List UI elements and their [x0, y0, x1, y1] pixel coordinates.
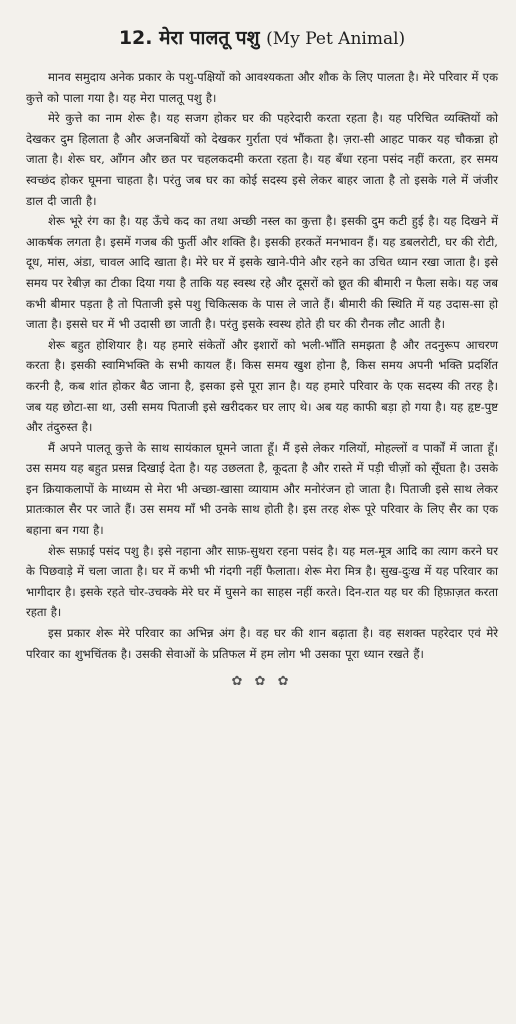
paragraph-1: मानव समुदाय अनेक प्रकार के पशु-पक्षियों को आवश्यकता और शौक के लिए पालता है। मेरे परिवार में एक कुत्ते को पाला गया है। यह मेरा पालतू पशु है।: [26, 70, 498, 105]
title-english: (My Pet Animal): [266, 29, 406, 49]
title-hindi: 12. मेरा पालतू पशु: [118, 27, 260, 49]
page-title: [26, 0, 498, 51]
footer-ornament: ✿ ✿ ✿: [231, 674, 293, 690]
paragraph-5: मैं अपने पालतू कुत्ते के साथ सायंकाल घूमने जाता हूँ। मैं इसे लेकर गलियों, मोहल्लों व पार्कों में जाता हूँ। उस समय यह बहुत प्रसन्न दिखाई देता है। यह उछलता है, कूदता है और रास्ते में पड़ी चीज़ों को सूँघता है। उसके इन क्रियाकलापों के माध्यम से मेरा भी अच्छा-खासा व्यायाम और मनोरंजन हो जाता है। पिताजी इसे साथ लेकर प्रातःकाल सैर पर जाते हैं। उस समय माँ भी उनके साथ होती है। इस तरह शेरू पूरे परिवार के लिए सैर का एक बहाना बन गया है।: [26, 440, 498, 538]
paragraph-6: शेरू सफ़ाई पसंद पशु है। इसे नहाना और साफ़-सुथरा रहना पसंद है। यह मल-मूत्र आदि का त्याग करने घर के पिछवाड़े में चला जाता है। घर में कभी भी गंदगी नहीं फैलाता। शेरू मेरा मित्र है। सुख-दुःख में यह परिवार का भागीदार है। इसके रहते चोर-उचक्के मेरे घर में घुसने का साहस नहीं करते। दिन-रात यह घर की हिफ़ाज़त करता रहता है।: [26, 543, 498, 620]
essay-body: [26, 67, 498, 664]
paragraph-3: शेरू भूरे रंग का है। यह ऊँचे कद का तथा अच्छी नस्ल का कुत्ता है। इसकी दुम कटी हुई है। यह दिखने में आकर्षक लगता है। इसमें गजब की फुर्ती और शक्ति है। इसकी हरकतें मनभावन हैं। यह डबलरोटी, घर की रोटी, दूध, मांस, अंडा, चावल आदि खाता है। मेरे घर में इसके खाने-पीने और रहने का उचित ध्यान रखा जाता है। इसे समय पर रेबीज़ का टीका दिया गया है ताकि यह स्वस्थ रहे और दूसरों को छूत की बीमारी न फैला सके। यह जब कभी बीमार पड़ता है तो पिताजी इसे पशु चिकित्सक के पास ले जाते हैं। बीमारी की स्थिति में यह उदास-सा हो जाता है। इससे घर में भी उदासी छा जाती है। परंतु इसके स्वस्थ होते ही घर की रौनक लौट आती है।: [26, 214, 498, 332]
paragraph-2: मेरे कुत्ते का नाम शेरू है। यह सजग होकर घर की पहरेदारी करता रहता है। यह परिचित व्यक्तियों को देखकर दुम हिलाता है और अजनबियों को देखकर गुर्राता एवं भौंकता है। ज़रा-सी आहट पाकर यह चौकन्ना हो जाता है। शेरू घर, आँगन और छत पर चहलकदमी करता रहता है। यह बँधा रहना पसंद नहीं करता, हर समय स्वच्छंद होकर घूमना चाहता है। परंतु जब घर का कोई सदस्य इसे लेकर बाहर जाता है तो इसके गले में जंजीर डाल दी जाती है।: [26, 111, 499, 208]
paragraph-4: शेरू बहुत होशियार है। यह हमारे संकेतों और इशारों को भली-भाँति समझता है और तदनुरूप आचरण करता है। इसकी स्वामिभक्ति के सभी कायल हैं। किस समय खुश होना है, किस समय अपनी भक्ति प्रदर्शित करनी है, कब शांत होकर बैठ जाना है, इसका इसे पूरा ज्ञान है। यह हमारे परिवार के एक सदस्य की तरह है। जब यह छोटा-सा था, उसी समय पिताजी इसे खरीदकर घर लाए थे। अब यह काफी बड़ा हो गया है। यह हृष्ट-पुष्ट और तंदुरुस्त है।: [26, 337, 498, 435]
paragraph-7: इस प्रकार शेरू मेरे परिवार का अभिन्न अंग है। वह घर की शान बढ़ाता है। वह सशक्त पहरेदार एवं मेरे परिवार का शुभचिंतक है। उसकी सेवाओं के प्रतिफल में हम लोग भी उसका पूरा ध्यान रखते हैं।: [26, 626, 498, 661]
